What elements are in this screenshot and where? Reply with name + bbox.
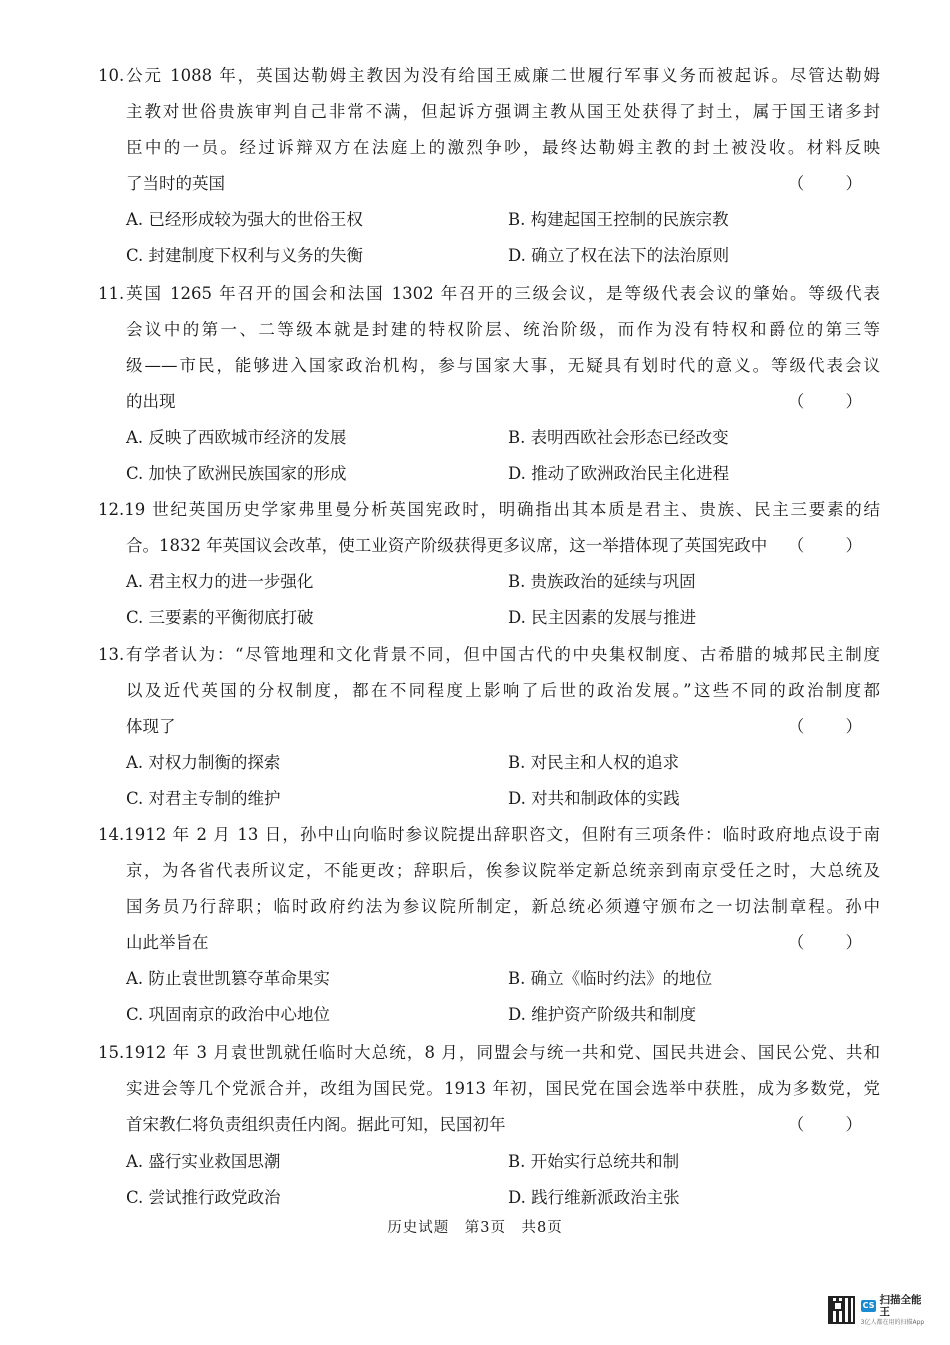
option-b: B. 开始实行总统共和制 [508,1152,680,1171]
answer-bracket: （ ） [787,536,880,555]
question-14-line-3: 国务员乃行辞职；临时政府约法为参议院所制定，新总统必须遵守颁布之一切法制章程。孙中 [126,897,880,916]
qr-code-icon [828,1296,855,1324]
option-c: C. 加快了欧洲民族国家的形成 [126,464,347,483]
option-a: A. 已经形成较为强大的世俗王权 [126,210,363,229]
question-10-line-1: 10.公元 1088 年，英国达勒姆主教因为没有给国王威廉二世履行军事义务而被起诉。尽管达勒姆 [98,66,880,85]
option-a: A. 对权力制衡的探索 [126,753,281,772]
question-11-line-1: 11.英国 1265 年召开的国会和法国 1302 年召开的三级会议，是等级代表会议的肇始。等级代表 [98,284,880,303]
option-b: B. 贵族政治的延续与巩固 [508,572,696,591]
option-a: A. 君主权力的进一步强化 [126,572,314,591]
option-d: D. 民主因素的发展与推进 [508,608,697,627]
option-c: C. 对君主专制的维护 [126,789,281,808]
option-c: C. 三要素的平衡彻底打破 [126,608,314,627]
question-15-line-2: 实进会等几个党派合并，改组为国民党。1913 年初，国民党在国会选举中获胜，成为多数党，党 [126,1079,880,1098]
cs-logo-icon: CS [862,1300,875,1310]
option-d: D. 对共和制政体的实践 [508,789,680,808]
question-10-line-2: 主教对世俗贵族审判自己非常不满，但起诉方强调主教从国王处获得了封土，属于国王诸多封 [126,102,880,121]
option-d: D. 维护资产阶级共和制度 [508,1005,697,1024]
question-13-line-3: 体现了 [126,717,176,736]
answer-bracket: （ ） [787,1115,880,1134]
question-10-line-4: 了当时的英国 [126,174,225,193]
option-a: A. 盛行实业救国思潮 [126,1152,281,1171]
option-c: C. 封建制度下权利与义务的失衡 [126,246,364,265]
scanner-app-tagline: 3亿人都在用的扫描App [860,1318,925,1326]
answer-bracket: （ ） [787,717,880,736]
question-12-line-2: 合。1832 年英国议会改革，使工业资产阶级获得更多议席，这一举措体现了英国宪政中 [126,536,768,555]
question-14-line-2: 京，为各省代表所议定，不能更改；辞职后，俟参议院举定新总统亲到南京受任之时，大总统及 [126,861,880,880]
option-b: B. 表明西欧社会形态已经改变 [508,428,729,447]
question-13-line-2: 以及近代英国的分权制度，都在不同程度上影响了后世的政治发展。”这些不同的政治制度都 [126,681,880,700]
option-d: D. 确立了权在法下的法治原则 [508,246,730,265]
option-b: B. 对民主和人权的追求 [508,753,680,772]
option-d: D. 推动了欧洲政治民主化进程 [508,464,730,483]
question-13-line-1: 13.有学者认为：“尽管地理和文化背景不同，但中国古代的中央集权制度、古希腊的城邦民主制度 [98,645,880,664]
page-footer: 历史试题 第3页 共8页 [387,1220,563,1236]
scanner-app-name: 扫描全能王 [879,1293,922,1318]
question-14-line-4: 山此举旨在 [126,933,209,952]
option-b: B. 构建起国王控制的民族宗教 [508,210,729,229]
option-d: D. 践行维新派政治主张 [508,1188,680,1207]
question-11-line-2: 会议中的第一、二等级本就是封建的特权阶层、统治阶级，而作为没有特权和爵位的第三等 [126,320,880,339]
question-10-line-3: 臣中的一员。经过诉辩双方在法庭上的激烈争吵，最终达勒姆主教的封土被没收。材料反映 [126,138,880,157]
answer-bracket: （ ） [787,933,880,952]
option-c: C. 巩固南京的政治中心地位 [126,1005,331,1024]
scanner-watermark [828,1292,928,1328]
option-b: B. 确立《临时约法》的地位 [508,969,713,988]
option-a: A. 防止袁世凯篡夺革命果实 [126,969,330,988]
question-15-line-3: 首宋教仁将负责组织责任内阁。据此可知，民国初年 [126,1115,506,1134]
option-c: C. 尝试推行政党政治 [126,1188,281,1207]
question-11-line-3: 级——市民，能够进入国家政治机构，参与国家大事，无疑具有划时代的意义。等级代表会议 [126,356,880,375]
question-15-line-1: 15.1912 年 3 月袁世凯就任临时大总统，8 月，同盟会与统一共和党、国民共进会、国民公党、共和 [98,1043,880,1062]
option-a: A. 反映了西欧城市经济的发展 [126,428,347,447]
question-11-line-4: 的出现 [126,392,176,411]
question-12-line-1: 12.19 世纪英国历史学家弗里曼分析英国宪政时，明确指出其本质是君主、贵族、民主三要素的结 [98,500,880,519]
question-14-line-1: 14.1912 年 2 月 13 日，孙中山向临时参议院提出辞职咨文，但附有三项条件：临时政府地点设于南 [98,825,880,844]
answer-bracket: （ ） [787,392,880,411]
answer-bracket: （ ） [787,174,880,193]
